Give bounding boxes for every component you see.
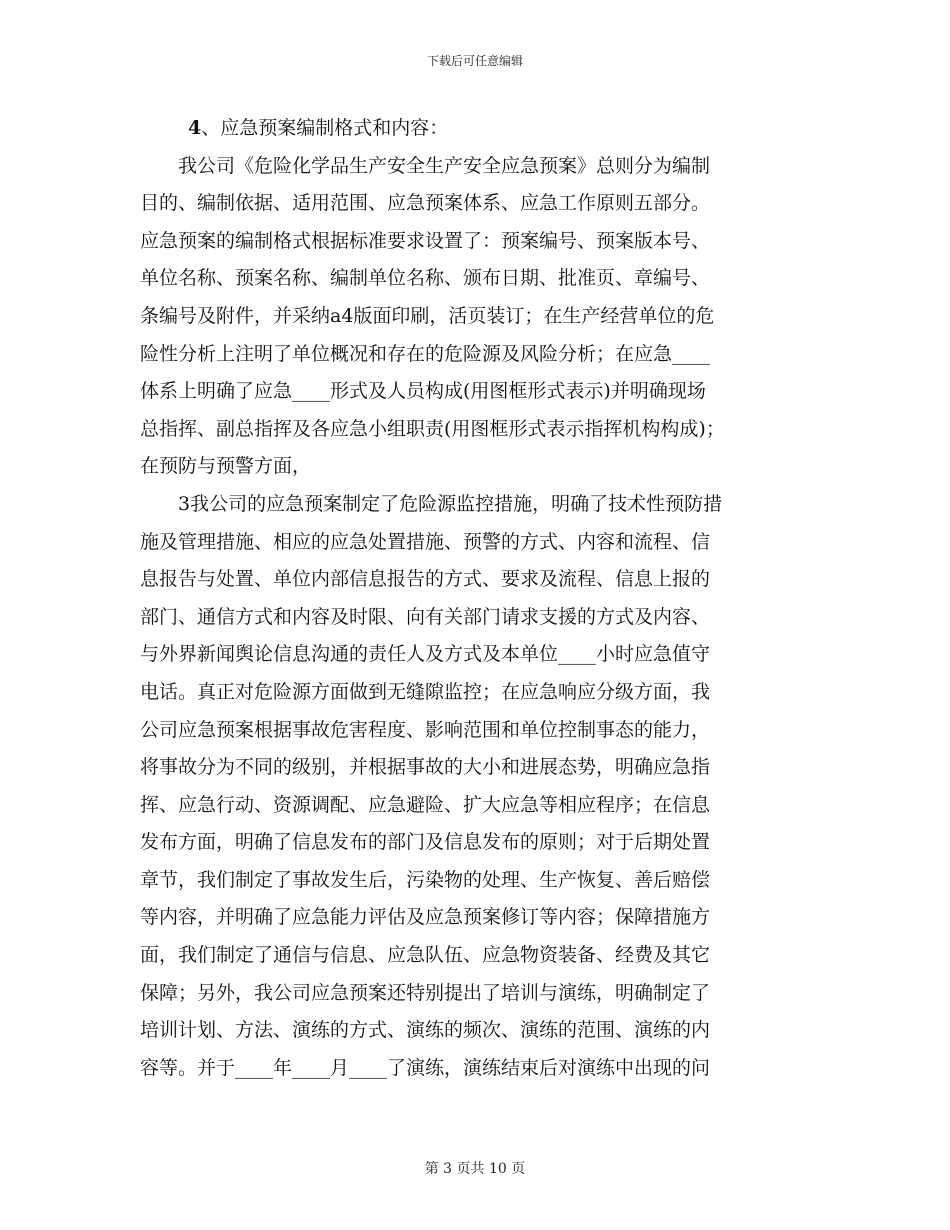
text-line: 发布方面，明确了信息发布的部门及信息发布的原则；对于后期处置 xyxy=(140,831,711,854)
text-line: 保障；另外，我公司应急预案还特别提出了培训与演练，明确制定了 xyxy=(140,981,711,1004)
section-heading-text: 、应急预案编制格式和内容： xyxy=(201,117,449,139)
text-line: 单位名称、预案名称、编制单位名称、颁布日期、批准页、章编号、 xyxy=(140,267,711,290)
text-line: 目的、编制依据、适用范围、应急预案体系、应急工作原则五部分。 xyxy=(140,192,711,215)
text-line: 容等。并于____年____月____了演练，演练结束后对演练中出现的问 xyxy=(140,1056,711,1079)
paragraph-1 xyxy=(140,148,812,486)
text-line: 应急预案的编制格式根据标准要求设置了：预案编号、预案版本号、 xyxy=(140,229,711,252)
text-line: 险性分析上注明了单位概况和存在的危险源及风险分析；在应急____ xyxy=(140,342,711,365)
text-line: 将事故分为不同的级别，并根据事故的大小和进展态势，明确应急指 xyxy=(140,756,711,779)
text-line: 在预防与预警方面， xyxy=(140,455,312,478)
text-line: 与外界新闻舆论信息沟通的责任人及方式及本单位____小时应急值守 xyxy=(140,643,711,666)
paragraph-2 xyxy=(140,486,812,1088)
document-body xyxy=(140,110,812,1087)
text-line: 部门、通信方式和内容及时限、向有关部门请求支援的方式及内容、 xyxy=(140,605,711,628)
text-line: 总指挥、副总指挥及各应急小组职责(用图框形式表示指挥机构构成)； xyxy=(140,417,725,440)
page-number: 第 3 页共 10 页 xyxy=(424,1161,526,1177)
text-line: 章节，我们制定了事故发生后，污染物的处理、生产恢复、善后赔偿 xyxy=(140,868,711,891)
section-heading xyxy=(140,110,812,148)
text-line: 施及管理措施、相应的应急处置措施、预警的方式、内容和流程、信 xyxy=(140,530,711,553)
text-line: 3我公司的应急预案制定了危险源监控措施，明确了技术性预防措 xyxy=(140,492,723,515)
section-heading-number: 4 xyxy=(188,117,202,139)
text-line: 电话。真正对危险源方面做到无缝隙监控；在应急响应分级方面，我 xyxy=(140,680,711,703)
text-line: 培训计划、方法、演练的方式、演练的频次、演练的范围、演练的内 xyxy=(140,1019,711,1042)
text-line: 我公司《危险化学品生产安全生产安全应急预案》总则分为编制 xyxy=(140,154,711,177)
page-header-note: 下载后可任意编辑 xyxy=(426,54,523,68)
text-line: 条编号及附件，并采纳a4版面印刷，活页装订；在生产经营单位的危 xyxy=(140,304,715,327)
text-line: 体系上明确了应急____形式及人员构成(用图框形式表示)并明确现场 xyxy=(140,380,706,403)
text-line: 息报告与处置、单位内部信息报告的方式、要求及流程、信息上报的 xyxy=(140,568,711,591)
text-line: 公司应急预案根据事故危害程度、影响范围和单位控制事态的能力， xyxy=(140,718,711,741)
text-line: 面，我们制定了通信与信息、应急队伍、应急物资装备、经费及其它 xyxy=(140,944,711,967)
text-line: 等内容，并明确了应急能力评估及应急预案修订等内容；保障措施方 xyxy=(140,906,711,929)
text-line: 挥、应急行动、资源调配、应急避险、扩大应急等相应程序；在信息 xyxy=(140,793,711,816)
